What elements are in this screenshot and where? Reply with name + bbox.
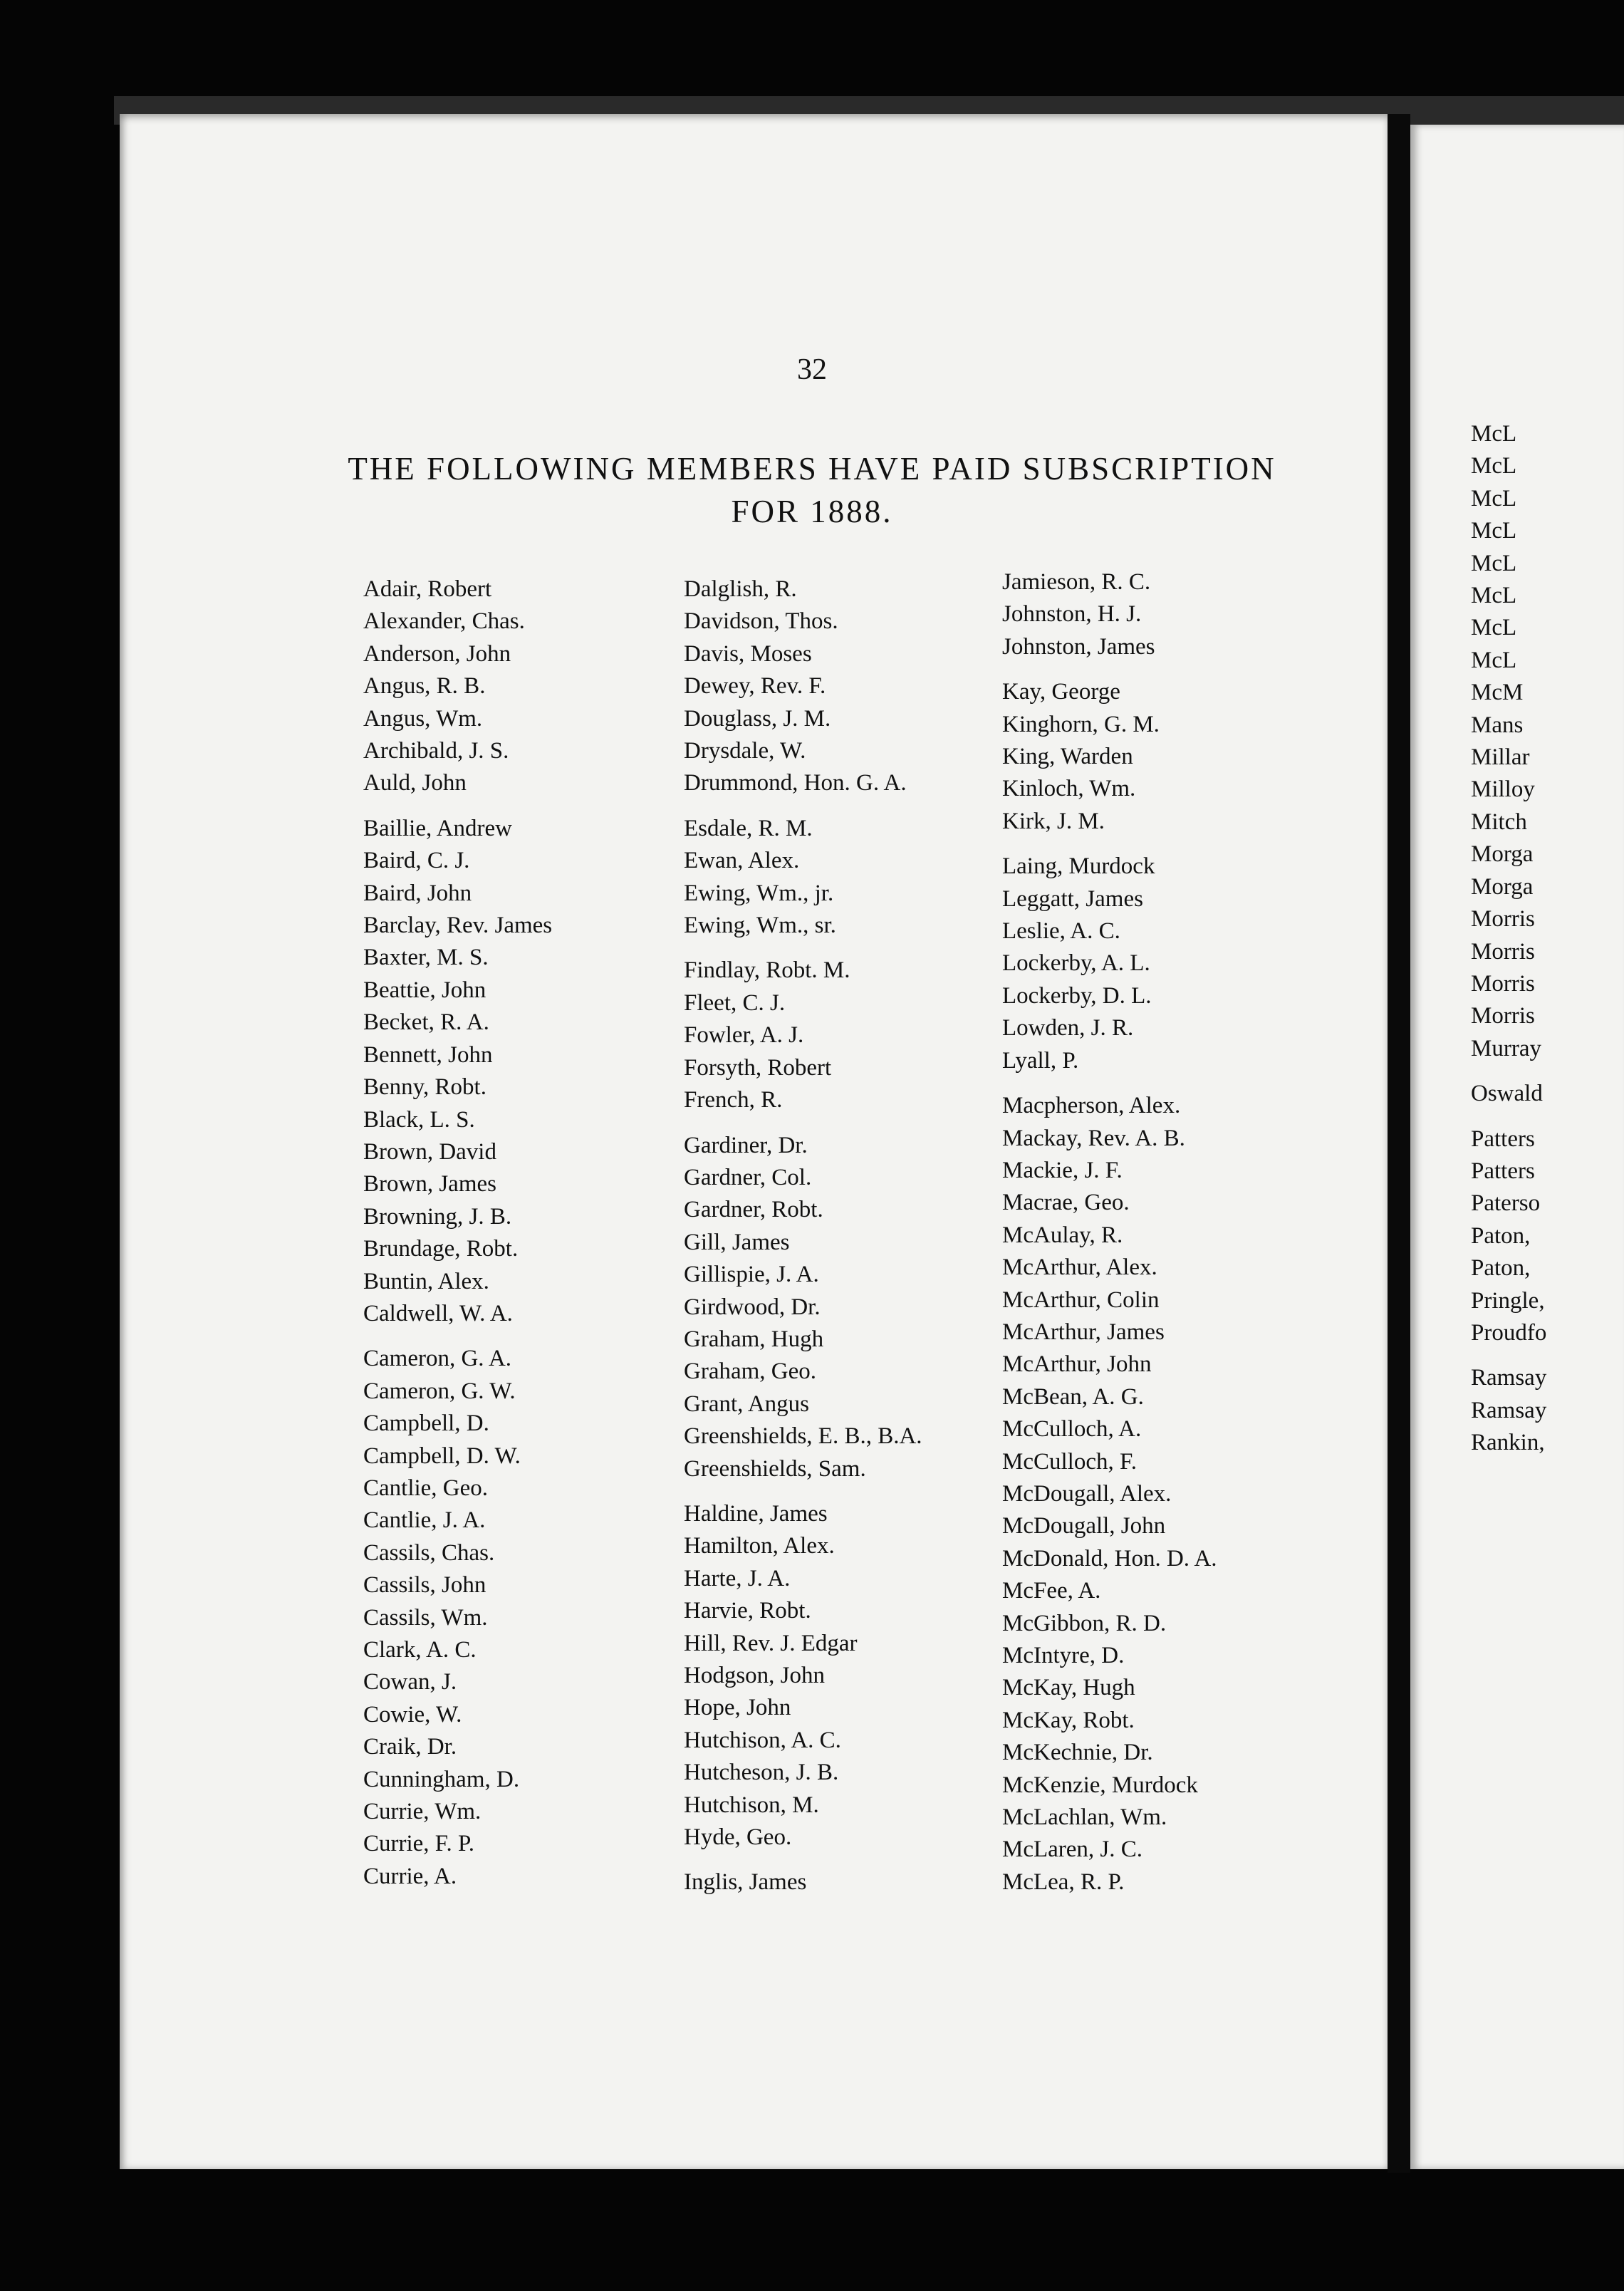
- heading-line-2: FOR 1888.: [731, 494, 893, 529]
- member-name: Kinghorn, G. M.: [1002, 711, 1160, 737]
- member-name: Cameron, G. W.: [363, 1378, 516, 1404]
- member-name: Harvie, Robt.: [684, 1598, 811, 1624]
- facing-page-name-fragment: Oswald: [1471, 1081, 1543, 1107]
- member-name: Browning, J. B.: [363, 1203, 512, 1230]
- member-name: Esdale, R. M.: [684, 815, 813, 841]
- member-name: McArthur, John: [1002, 1351, 1152, 1378]
- heading-line-1: THE FOLLOWING MEMBERS HAVE PAID SUBSCRIPTION: [348, 451, 1276, 487]
- member-name: Gillispie, J. A.: [684, 1262, 819, 1288]
- facing-page: [1410, 125, 1624, 2169]
- facing-page-name-fragment: Murray: [1471, 1035, 1541, 1061]
- member-name: Campbell, D.: [363, 1411, 489, 1437]
- member-name: McLaren, J. C.: [1002, 1837, 1143, 1863]
- member-name: Greenshields, Sam.: [684, 1455, 866, 1482]
- member-name: Jamieson, R. C.: [1002, 569, 1151, 595]
- member-name: Laing, Murdock: [1002, 853, 1155, 880]
- member-name: Leggatt, James: [1002, 885, 1143, 912]
- facing-page-name-fragment: Millar: [1471, 744, 1530, 771]
- member-name: Hodgson, John: [684, 1663, 826, 1688]
- member-name: Johnston, H. J.: [1002, 601, 1142, 628]
- facing-page-name-fragment: Morga: [1471, 873, 1534, 900]
- member-name: McCulloch, F.: [1002, 1448, 1137, 1475]
- member-name: Hamilton, Alex.: [684, 1533, 835, 1559]
- member-name: Lockerby, A. L.: [1002, 950, 1150, 977]
- member-name: Douglass, J. M.: [684, 705, 831, 732]
- facing-page-name-fragment: Paton,: [1471, 1222, 1531, 1249]
- member-name: Gardner, Robt.: [684, 1197, 823, 1223]
- member-name: Johnston, James: [1002, 633, 1155, 660]
- member-name: Fleet, C. J.: [684, 989, 786, 1016]
- facing-page-name-fragment: McL: [1471, 550, 1517, 576]
- facing-page-name-fragment: Paterso: [1471, 1190, 1541, 1217]
- member-name: Dalglish, R.: [684, 576, 797, 602]
- member-name: Campbell, D. W.: [363, 1443, 521, 1469]
- member-list-column-2: [684, 573, 922, 1899]
- member-name: Fowler, A. J.: [684, 1022, 804, 1049]
- member-name: Gardner, Col.: [684, 1164, 812, 1190]
- member-name: Brundage, Robt.: [363, 1236, 519, 1262]
- member-name: Brown, David: [363, 1138, 496, 1165]
- member-name: Alexander, Chas.: [363, 608, 525, 635]
- member-name: Macrae, Geo.: [1002, 1190, 1130, 1216]
- member-name: McDougall, John: [1002, 1513, 1166, 1539]
- member-name: McArthur, Colin: [1002, 1287, 1160, 1313]
- member-name: Graham, Geo.: [684, 1359, 817, 1385]
- member-name: Craik, Dr.: [363, 1734, 457, 1760]
- member-name: Hill, Rev. J. Edgar: [684, 1630, 858, 1656]
- member-name: Drummond, Hon. G. A.: [684, 770, 907, 796]
- member-name: Cassils, John: [363, 1572, 486, 1599]
- member-name: Cameron, G. A.: [363, 1346, 512, 1372]
- member-name: Lowden, J. R.: [1002, 1015, 1134, 1041]
- member-name: Angus, R. B.: [363, 673, 486, 700]
- member-name: Graham, Hugh: [684, 1326, 824, 1352]
- facing-page-name-list: [1471, 418, 1546, 1460]
- member-name: Kinloch, Wm.: [1002, 776, 1136, 802]
- member-name: Auld, John: [363, 770, 467, 796]
- member-name: Kay, George: [1002, 679, 1120, 705]
- member-name: Currie, A.: [363, 1863, 457, 1889]
- facing-page-name-fragment: Morris: [1471, 970, 1535, 997]
- facing-page-name-fragment: Pringle,: [1471, 1287, 1545, 1314]
- member-name: Drysdale, W.: [684, 738, 806, 764]
- member-name: McBean, A. G.: [1002, 1383, 1144, 1410]
- facing-page-name-fragment: McM: [1471, 680, 1524, 706]
- member-name: Anderson, John: [363, 640, 511, 667]
- facing-page-name-fragment: Ramsay: [1471, 1365, 1547, 1391]
- member-name: Cassils, Chas.: [363, 1539, 495, 1566]
- member-name: Ewan, Alex.: [684, 848, 800, 874]
- member-name: Dewey, Rev. F.: [684, 673, 826, 700]
- member-name: Baxter, M. S.: [363, 945, 489, 971]
- facing-page-name-fragment: Ramsay: [1471, 1397, 1547, 1423]
- member-name: Hutcheson, J. B.: [684, 1760, 839, 1786]
- facing-page-name-fragment: McL: [1471, 421, 1517, 447]
- member-name: McCulloch, A.: [1002, 1416, 1142, 1443]
- member-name: McFee, A.: [1002, 1578, 1101, 1604]
- facing-page-name-fragment: Proudfo: [1471, 1319, 1547, 1346]
- member-name: McLea, R. P.: [1002, 1869, 1125, 1895]
- facing-page-name-fragment: Milloy: [1471, 776, 1535, 803]
- member-name: Ewing, Wm., jr.: [684, 880, 834, 906]
- member-name: Inglis, James: [684, 1869, 807, 1896]
- member-name: Gardiner, Dr.: [684, 1132, 808, 1158]
- member-name: Hyde, Geo.: [684, 1824, 792, 1851]
- member-name: Beattie, John: [363, 977, 486, 1003]
- member-name: Lockerby, D. L.: [1002, 982, 1152, 1009]
- facing-page-name-fragment: Morris: [1471, 938, 1535, 965]
- member-name: Cowie, W.: [363, 1701, 462, 1728]
- facing-page-name-fragment: Morga: [1471, 841, 1534, 868]
- member-name: Mackay, Rev. A. B.: [1002, 1125, 1185, 1151]
- member-name: Hutchison, M.: [684, 1792, 819, 1818]
- facing-page-name-fragment: Morris: [1471, 1003, 1535, 1029]
- book-gutter: [1388, 114, 1410, 2173]
- member-name: Baird, C. J.: [363, 848, 470, 874]
- member-name: McKay, Robt.: [1002, 1707, 1135, 1733]
- member-name: McArthur, Alex.: [1002, 1254, 1157, 1281]
- member-name: Black, L. S.: [363, 1106, 475, 1133]
- member-name: Benny, Robt.: [363, 1074, 486, 1101]
- member-name: Cantlie, J. A.: [363, 1507, 486, 1534]
- member-name: Hutchison, A. C.: [684, 1727, 841, 1753]
- facing-page-name-fragment: Mans: [1471, 712, 1524, 738]
- facing-page-name-fragment: Morris: [1471, 906, 1535, 932]
- member-name: McAulay, R.: [1002, 1222, 1123, 1248]
- facing-page-name-fragment: Rankin,: [1471, 1430, 1545, 1456]
- member-name: Barclay, Rev. James: [363, 913, 553, 939]
- facing-page-name-fragment: McL: [1471, 647, 1517, 673]
- facing-page-name-fragment: Mitch: [1471, 809, 1527, 835]
- member-name: Lyall, P.: [1002, 1047, 1079, 1074]
- facing-page-name-fragment: McL: [1471, 485, 1517, 511]
- member-name: Currie, F. P.: [363, 1831, 474, 1857]
- member-name: Harte, J. A.: [684, 1565, 791, 1591]
- member-name: Archibald, J. S.: [363, 738, 509, 764]
- member-name: Cunningham, D.: [363, 1766, 520, 1792]
- member-name: Ewing, Wm., sr.: [684, 913, 836, 939]
- member-name: Clark, A. C.: [363, 1637, 477, 1663]
- member-name: Kirk, J. M.: [1002, 808, 1105, 834]
- member-name: Leslie, A. C.: [1002, 918, 1120, 945]
- member-name: Forsyth, Robert: [684, 1054, 832, 1081]
- member-list-column-1: [363, 573, 552, 1893]
- member-name: McGibbon, R. D.: [1002, 1610, 1167, 1636]
- member-name: French, R.: [684, 1087, 783, 1113]
- member-name: Mackie, J. F.: [1002, 1157, 1123, 1183]
- member-name: Buntin, Alex.: [363, 1268, 489, 1294]
- facing-page-name-fragment: Patters: [1471, 1126, 1535, 1152]
- facing-page-name-fragment: Paton,: [1471, 1255, 1531, 1282]
- member-name: Angus, Wm.: [363, 705, 483, 732]
- member-name: McDonald, Hon. D. A.: [1002, 1545, 1217, 1572]
- member-name: McIntyre, D.: [1002, 1643, 1125, 1668]
- member-name: Cowan, J.: [363, 1669, 457, 1695]
- member-name: Davidson, Thos.: [684, 608, 838, 635]
- member-name: Girdwood, Dr.: [684, 1294, 821, 1320]
- page-heading: [328, 447, 1296, 533]
- member-name: Baird, John: [363, 880, 472, 906]
- member-name: Caldwell, W. A.: [363, 1300, 513, 1326]
- member-name: McKay, Hugh: [1002, 1675, 1135, 1701]
- member-name: Haldine, James: [684, 1500, 828, 1527]
- member-name: Greenshields, E. B., B.A.: [684, 1423, 922, 1450]
- facing-page-name-fragment: McL: [1471, 518, 1517, 544]
- member-name: McKechnie, Dr.: [1002, 1740, 1153, 1766]
- member-name: McLachlan, Wm.: [1002, 1804, 1167, 1831]
- facing-page-name-fragment: Patters: [1471, 1158, 1535, 1184]
- member-name: McArthur, James: [1002, 1319, 1165, 1345]
- member-name: Adair, Robert: [363, 576, 492, 602]
- member-name: Macpherson, Alex.: [1002, 1093, 1181, 1119]
- member-name: Hope, John: [684, 1695, 791, 1721]
- member-name: Gill, James: [684, 1229, 790, 1255]
- page-number: 32: [797, 353, 827, 386]
- member-name: Cantlie, Geo.: [363, 1475, 489, 1501]
- facing-page-name-fragment: McL: [1471, 583, 1517, 609]
- member-name: Davis, Moses: [684, 640, 812, 667]
- facing-page-name-fragment: McL: [1471, 453, 1517, 479]
- member-name: Findlay, Robt. M.: [684, 957, 850, 984]
- member-name: McKenzie, Murdock: [1002, 1772, 1198, 1798]
- member-name: Becket, R. A.: [363, 1009, 489, 1036]
- member-list-column-3: [1002, 566, 1217, 1898]
- member-name: Currie, Wm.: [363, 1799, 482, 1825]
- member-name: Baillie, Andrew: [363, 815, 512, 841]
- facing-page-name-fragment: McL: [1471, 615, 1517, 641]
- member-name: Cassils, Wm.: [363, 1604, 488, 1631]
- member-name: Bennett, John: [363, 1041, 493, 1068]
- member-name: King, Warden: [1002, 744, 1133, 770]
- member-name: McDougall, Alex.: [1002, 1480, 1172, 1507]
- member-name: Grant, Angus: [684, 1391, 809, 1417]
- member-name: Brown, James: [363, 1171, 496, 1198]
